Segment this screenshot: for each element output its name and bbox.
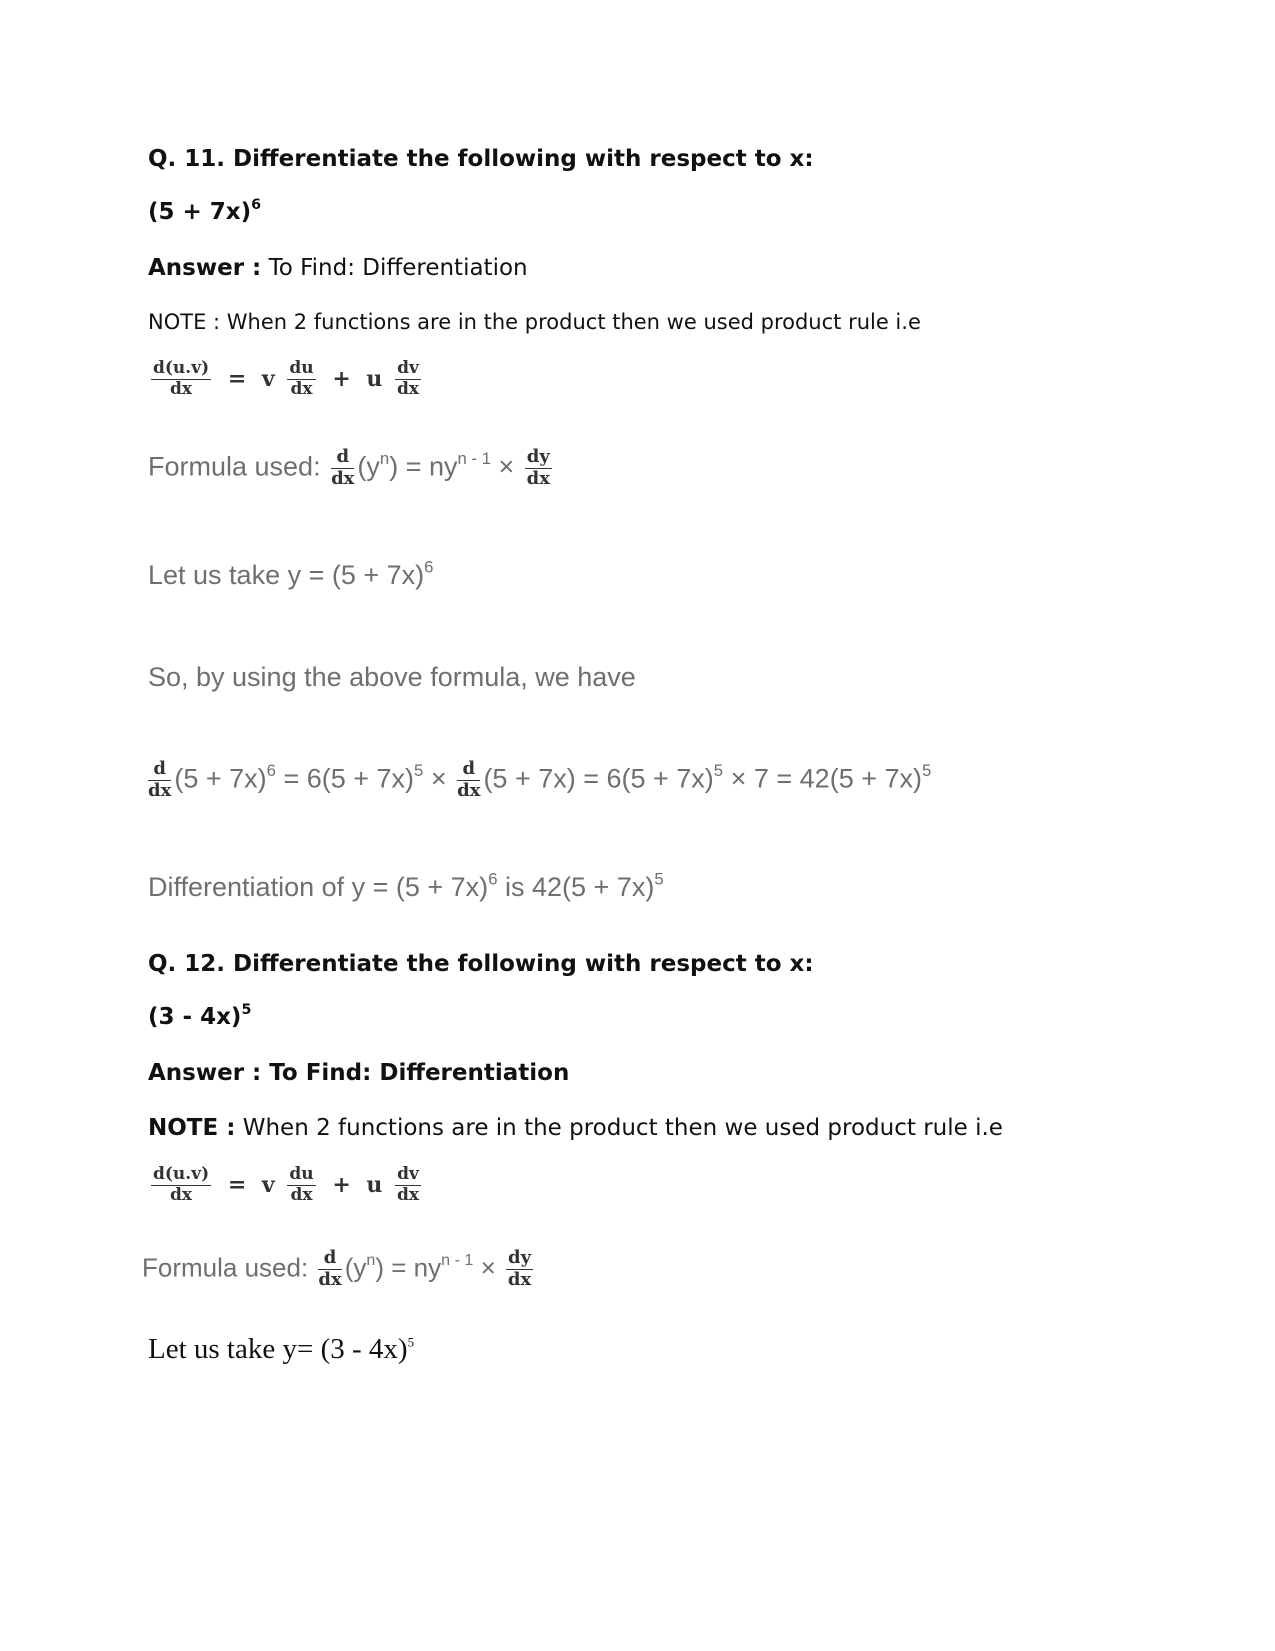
q11-formula-n-minus-1: n - 1 (457, 448, 492, 468)
q11-note (148, 310, 921, 334)
q11-work-d2: d (457, 760, 480, 781)
q11-note-label: NOTE : (148, 310, 221, 334)
q12-formula-d-dx (318, 1249, 341, 1290)
q12-formula-dx2: dx (507, 1268, 532, 1290)
q12-formula-dy: dy (508, 1247, 532, 1268)
q11-result-e1: 6 (488, 869, 498, 889)
q11-work-d-dx-1 (148, 760, 171, 801)
q12-pr-dv: dv (397, 1164, 419, 1184)
q11-result-e2: 5 (654, 869, 664, 889)
q11-pr-lhs-num: d(u.v) (153, 358, 210, 378)
q11-so: So, by using the above formula, we have (148, 662, 636, 692)
q11-work-p4: × 7 = 42(5 + 7x) (723, 763, 922, 794)
q12-title: Q. 12. Differentiate the following with respect to x: (148, 951, 814, 977)
q11-let-exp: 6 (424, 557, 434, 577)
q12-pr-du-dx (287, 1166, 315, 1205)
q11-pr-du-dx (287, 360, 315, 399)
q11-work-d-dx-2 (457, 760, 480, 801)
q11-pr-v: v (261, 366, 275, 393)
q12-formula-eq: = ny (384, 1252, 442, 1283)
q12-let-text: Let us take y= (3 - 4x) (148, 1333, 408, 1365)
q11-let-text: Let us take y = (5 + 7x) (148, 560, 425, 590)
q12-product-rule (148, 1166, 424, 1205)
q12-pr-dx2: dx (396, 1184, 419, 1205)
q11-pr-u: u (366, 366, 383, 393)
q11-pr-du: du (289, 358, 314, 378)
q11-answer-text: To Find: Differentiation (261, 255, 528, 281)
q11-work-d1: d (148, 760, 171, 781)
q12-formula-times: × (473, 1252, 504, 1283)
q11-work-p3: (5 + 7x) = 6(5 + 7x) (483, 763, 714, 794)
q12-pr-u: u (366, 1172, 383, 1199)
q12-expression (148, 1004, 251, 1030)
q11-formula-dx: dx (331, 467, 355, 489)
q12-formula-yn-close: ) (375, 1252, 385, 1283)
q12-note-text: When 2 functions are in the product then we used product rule i.e (235, 1115, 1003, 1141)
q11-formula-times: × (491, 451, 522, 482)
q12-expr-exp: 5 (241, 1002, 252, 1019)
q11-product-rule (148, 360, 424, 399)
q11-result (148, 869, 664, 903)
q11-work (148, 760, 931, 801)
q12-answer: Answer : To Find: Differentiation (148, 1060, 570, 1086)
q12-expr-base: (3 - 4x) (148, 1004, 242, 1030)
q12-pr-plus: + (332, 1172, 351, 1199)
q11-pr-lhs-den: dx (170, 378, 193, 399)
q11-formula-yn-close: ) (389, 451, 399, 482)
q11-title: Q. 11. Differentiate the following with respect to x: (148, 146, 814, 172)
q11-work-p1: (5 + 7x) (174, 763, 267, 794)
q11-work-e2: 5 (414, 760, 424, 780)
q11-formula-d-dx (331, 448, 354, 489)
q11-pr-lhs (151, 360, 211, 399)
q12-pr-v: v (261, 1172, 275, 1199)
q11-expr-exp: 6 (251, 197, 262, 214)
q11-work-dx2: dx (457, 779, 481, 801)
q12-pr-du: du (289, 1164, 314, 1184)
q11-expression (148, 199, 261, 225)
q11-formula-eq: = ny (398, 451, 458, 482)
q11-pr-dx1: dx (290, 378, 313, 399)
q11-formula (148, 448, 555, 489)
q12-pr-lhs-den: dx (170, 1184, 193, 1205)
q11-formula-yn-open: (y (357, 451, 380, 482)
q12-note (148, 1115, 1003, 1141)
q12-pr-dv-dx (395, 1166, 421, 1205)
q11-pr-plus: + (332, 366, 351, 393)
q11-result-p2: is 42(5 + 7x) (497, 872, 655, 902)
q11-pr-dv: dv (397, 358, 419, 378)
q11-answer (148, 255, 528, 281)
q12-formula-d: d (318, 1249, 341, 1270)
q11-work-p2: = 6(5 + 7x) (275, 763, 415, 794)
q11-expr-base: (5 + 7x) (148, 199, 252, 225)
q11-note-text: When 2 functions are in the product then we used product rule i.e (220, 310, 921, 334)
q12-pr-dx1: dx (290, 1184, 313, 1205)
q11-formula-n: n (379, 448, 390, 468)
q11-pr-dx2: dx (396, 378, 419, 399)
q11-formula-dy-dx (525, 448, 552, 489)
q12-formula-n: n (366, 1250, 376, 1269)
q11-work-e3: 5 (713, 760, 724, 780)
q11-work-e1: 6 (266, 760, 276, 780)
q11-pr-eq: = (227, 366, 247, 393)
q12-let (148, 1333, 414, 1366)
q12-formula-n-minus-1: n - 1 (441, 1250, 474, 1269)
q12-formula (142, 1249, 536, 1290)
q12-let-exp: 5 (407, 1334, 415, 1350)
q11-answer-label: Answer : (148, 255, 262, 281)
q12-pr-eq: = (227, 1172, 247, 1199)
q12-pr-lhs-num: d(u.v) (153, 1164, 210, 1184)
q12-note-label: NOTE : (148, 1115, 236, 1141)
q11-work-times1: × (423, 763, 455, 794)
q12-formula-label: Formula used: (142, 1252, 316, 1283)
q12-pr-lhs (151, 1166, 211, 1205)
q11-let (148, 557, 434, 591)
q11-result-p1: Differentiation of y = (5 + 7x) (148, 872, 489, 902)
q11-pr-dv-dx (395, 360, 421, 399)
q11-formula-label: Formula used: (148, 451, 329, 482)
q12-formula-yn-open: (y (344, 1252, 367, 1283)
q11-formula-dx2: dx (526, 467, 550, 489)
q11-work-e4: 5 (921, 760, 932, 780)
q12-formula-dx: dx (318, 1268, 342, 1290)
q11-formula-dy: dy (526, 446, 550, 467)
q11-formula-d: d (331, 448, 354, 469)
q12-formula-dy-dx (506, 1249, 533, 1290)
q11-work-dx1: dx (148, 779, 172, 801)
